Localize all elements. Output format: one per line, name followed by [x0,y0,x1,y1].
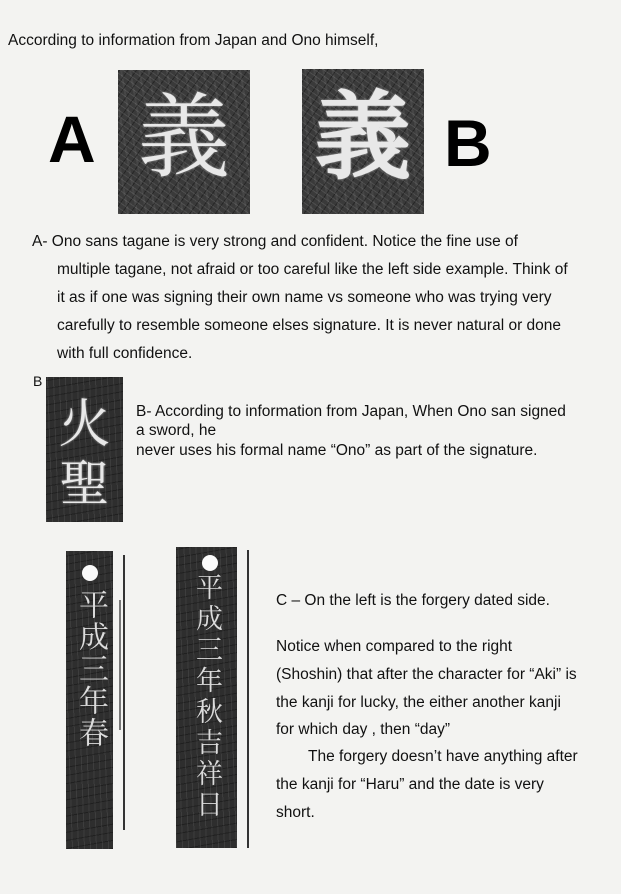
kanji-a: 義 [137,84,230,191]
blade-edge-line-left [123,555,125,830]
section-b-line-3: never uses his formal name “Ono” as part of the signature. [136,442,538,459]
forgery-inscription: 平成三年春 [73,589,108,749]
section-b-small-label: B [33,373,43,389]
tang-forgery [66,551,113,849]
label-a: A [48,102,96,176]
signature-photo-a [118,70,250,214]
kanji-b: 義 [315,80,411,193]
section-c-line-7: short. [276,804,315,821]
section-a-line-3: it as if one was signing their own name vs someone who was trying very [57,289,552,306]
section-c-line-2: (Shoshin) that after the character for “Aki” is [276,666,577,683]
signature-photo-ono [46,377,123,522]
mekugi-hole [82,565,98,581]
tang-genuine [176,547,237,848]
section-c-heading: C – On the left is the forgery dated side. [276,592,550,609]
intro-text: According to information from Japan and Ono himself, [8,32,379,49]
section-c-line-4: for which day , then “day” [276,721,451,738]
section-c-line-3: the kanji for lucky, the either another kanji [276,694,561,711]
blade-edge-line-left-2 [119,600,121,730]
label-b: B [444,106,492,180]
section-c-line-5: The forgery doesn’t have anything after [308,748,578,765]
section-a-line-1: A- Ono sans tagane is very strong and confident. Notice the fine use of [32,233,518,250]
signature-photo-b [302,69,424,214]
kanji-ono-top: 火 [58,395,111,455]
mekugi-hole-genuine [202,555,218,571]
section-c-line-1: Notice when compared to the right [276,638,513,655]
section-a-line-4: carefully to resemble someone elses signature. It is never natural or done [57,317,562,334]
section-b-line-1: B- According to information from Japan, When Ono san signed [136,403,566,420]
section-b-line-2: a sword, he [136,422,217,439]
section-a-line-2: multiple tagane, not afraid or too careful like the left side example. Think of [57,261,568,278]
genuine-inscription: 平成三年秋吉祥日 [191,573,222,821]
blade-edge-line-right [247,550,249,848]
kanji-ono-bottom: 聖 [59,455,110,513]
section-c-line-6: the kanji for “Haru” and the date is very [276,776,544,793]
section-a-line-5: with full confidence. [57,345,193,362]
